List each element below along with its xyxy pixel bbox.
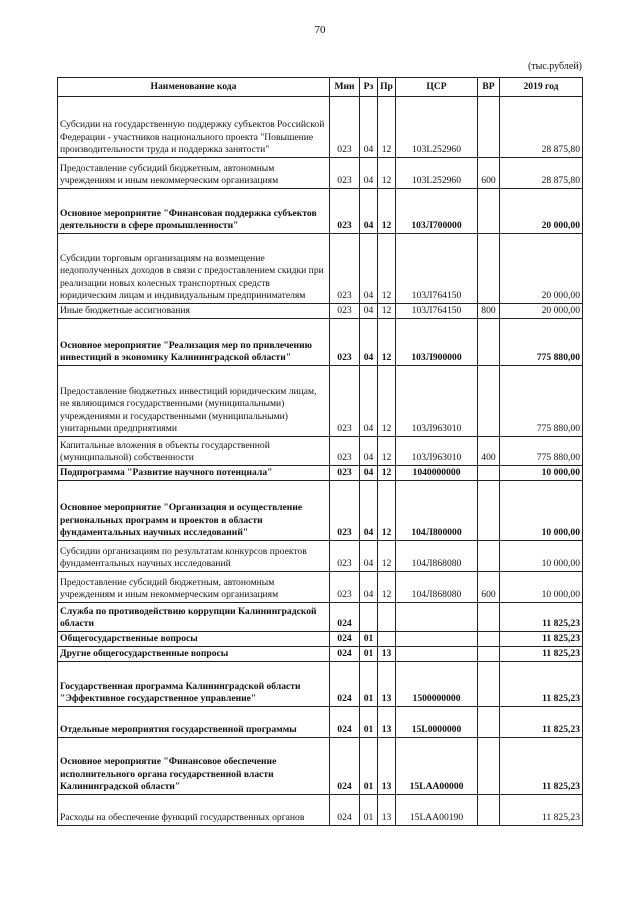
row-name-cell: Служба по противодействию коррупции Калининградской области — [58, 603, 330, 632]
units-label: (тыс.рублей) — [527, 61, 582, 72]
row-amount-cell: 11 825,23 — [500, 738, 583, 795]
row-rz-cell: 04 — [360, 319, 378, 366]
row-amount-cell: 11 825,23 — [500, 647, 583, 662]
row-rz-cell: 04 — [360, 541, 378, 572]
row-min-cell: 023 — [330, 158, 360, 189]
table-row — [58, 437, 583, 466]
row-pr-cell: 12 — [378, 366, 396, 437]
row-csr-cell — [396, 603, 478, 632]
row-rz-cell: 01 — [360, 707, 378, 738]
table-body — [58, 97, 583, 826]
row-csr-cell: 103Л700000 — [396, 189, 478, 234]
table-row — [58, 304, 583, 319]
row-vr-cell — [478, 481, 500, 541]
table-row — [58, 189, 583, 234]
row-pr-cell: 12 — [378, 304, 396, 319]
table-row — [58, 466, 583, 481]
header-name: Наименование кода — [58, 78, 330, 97]
table-row — [58, 707, 583, 738]
row-rz-cell: 01 — [360, 632, 378, 647]
budget-table — [57, 77, 583, 826]
row-min-cell: 023 — [330, 481, 360, 541]
row-amount-cell: 10 000,00 — [500, 541, 583, 572]
row-csr-cell: 103Л764150 — [396, 234, 478, 304]
row-csr-cell: 15LAA00190 — [396, 795, 478, 826]
row-pr-cell: 12 — [378, 97, 396, 158]
row-csr-cell: 1040000000 — [396, 466, 478, 481]
row-vr-cell — [478, 366, 500, 437]
row-rz-cell: 04 — [360, 481, 378, 541]
row-name-cell: Основное мероприятие "Реализация мер по привлечению инвестиций в экономику Калининградской области" — [58, 319, 330, 366]
row-csr-cell — [396, 632, 478, 647]
row-vr-cell — [478, 647, 500, 662]
row-vr-cell — [478, 319, 500, 366]
row-pr-cell: 12 — [378, 234, 396, 304]
row-amount-cell: 20 000,00 — [500, 189, 583, 234]
row-rz-cell: 04 — [360, 366, 378, 437]
row-vr-cell — [478, 97, 500, 158]
row-amount-cell: 20 000,00 — [500, 304, 583, 319]
row-vr-cell — [478, 541, 500, 572]
row-vr-cell: 600 — [478, 158, 500, 189]
row-pr-cell: 12 — [378, 466, 396, 481]
row-name-cell: Субсидии на государственную поддержку субъектов Российской Федерации - участников национального проекта "Повышение производительности труда и поддержка занятости" — [58, 97, 330, 158]
row-vr-cell: 600 — [478, 572, 500, 603]
row-amount-cell: 10 000,00 — [500, 466, 583, 481]
row-pr-cell: 12 — [378, 319, 396, 366]
row-name-cell: Предоставление субсидий бюджетным, автономным учреждениям и иным некоммерческим организациям — [58, 158, 330, 189]
table-header-row — [58, 78, 583, 97]
row-name-cell: Субсидии торговым организациям на возмещение недополученных доходов в связи с предоставлением скидки при реализации новых колесных транспортных средств юридическим лицам и индивидуальным предпринимателям — [58, 234, 330, 304]
row-csr-cell: 104Л800000 — [396, 481, 478, 541]
row-pr-cell: 13 — [378, 647, 396, 662]
row-rz-cell: 01 — [360, 795, 378, 826]
table-row — [58, 795, 583, 826]
row-min-cell: 023 — [330, 234, 360, 304]
row-vr-cell — [478, 189, 500, 234]
row-pr-cell: 12 — [378, 541, 396, 572]
row-rz-cell: 04 — [360, 572, 378, 603]
row-amount-cell: 11 825,23 — [500, 795, 583, 826]
table-row — [58, 366, 583, 437]
table-row — [58, 647, 583, 662]
row-min-cell: 024 — [330, 647, 360, 662]
table-row — [58, 481, 583, 541]
table-row — [58, 572, 583, 603]
header-year: 2019 год — [500, 78, 583, 97]
row-csr-cell: 104Л868080 — [396, 572, 478, 603]
row-pr-cell: 13 — [378, 707, 396, 738]
row-name-cell: Капитальные вложения в объекты государственной (муниципальной) собственности — [58, 437, 330, 466]
row-min-cell: 024 — [330, 632, 360, 647]
row-pr-cell: 12 — [378, 437, 396, 466]
row-name-cell: Предоставление субсидий бюджетным, автономным учреждениям и иным некоммерческим организациям — [58, 572, 330, 603]
row-csr-cell — [396, 647, 478, 662]
row-min-cell: 023 — [330, 319, 360, 366]
row-amount-cell: 28 875,80 — [500, 158, 583, 189]
table-row — [58, 319, 583, 366]
table-row — [58, 234, 583, 304]
row-vr-cell — [478, 662, 500, 707]
header-pr: Пр — [378, 78, 396, 97]
row-min-cell: 024 — [330, 795, 360, 826]
row-min-cell: 024 — [330, 662, 360, 707]
row-min-cell: 023 — [330, 366, 360, 437]
row-amount-cell: 11 825,23 — [500, 632, 583, 647]
row-name-cell: Основное мероприятие "Финансовое обеспечение исполнительного органа государственной власти Калининградской области" — [58, 738, 330, 795]
row-amount-cell: 11 825,23 — [500, 603, 583, 632]
row-pr-cell: 13 — [378, 738, 396, 795]
row-amount-cell: 11 825,23 — [500, 707, 583, 738]
row-name-cell: Предоставление бюджетных инвестиций юридическим лицам, не являющимся государственными (муниципальными) учреждениями и государственными (муниципальными) унитарными предприятиями — [58, 366, 330, 437]
row-rz-cell: 04 — [360, 466, 378, 481]
row-min-cell: 023 — [330, 541, 360, 572]
row-csr-cell: 103L252960 — [396, 97, 478, 158]
header-rz: Рз — [360, 78, 378, 97]
page-number: 70 — [314, 24, 326, 36]
row-min-cell: 023 — [330, 466, 360, 481]
row-rz-cell — [360, 603, 378, 632]
row-name-cell: Государственная программа Калининградской области "Эффективное государственное управление" — [58, 662, 330, 707]
row-rz-cell: 04 — [360, 234, 378, 304]
row-csr-cell: 103Л963010 — [396, 366, 478, 437]
row-rz-cell: 01 — [360, 738, 378, 795]
row-amount-cell: 11 825,23 — [500, 662, 583, 707]
table-row — [58, 632, 583, 647]
row-pr-cell: 13 — [378, 795, 396, 826]
row-min-cell: 023 — [330, 572, 360, 603]
row-name-cell: Подпрограмма "Развитие научного потенциала" — [58, 466, 330, 481]
row-vr-cell — [478, 738, 500, 795]
row-vr-cell — [478, 234, 500, 304]
header-vr: ВР — [478, 78, 500, 97]
row-rz-cell: 04 — [360, 97, 378, 158]
row-csr-cell: 103Л900000 — [396, 319, 478, 366]
row-rz-cell: 04 — [360, 437, 378, 466]
row-pr-cell — [378, 632, 396, 647]
row-amount-cell: 20 000,00 — [500, 234, 583, 304]
row-rz-cell: 04 — [360, 189, 378, 234]
row-min-cell: 023 — [330, 304, 360, 319]
row-name-cell: Другие общегосударственные вопросы — [58, 647, 330, 662]
row-name-cell: Расходы на обеспечение функций государственных органов — [58, 795, 330, 826]
row-min-cell: 024 — [330, 738, 360, 795]
row-pr-cell: 12 — [378, 481, 396, 541]
row-rz-cell: 04 — [360, 304, 378, 319]
table-row — [58, 541, 583, 572]
row-pr-cell: 12 — [378, 572, 396, 603]
row-name-cell: Субсидии организациям по результатам конкурсов проектов фундаментальных научных исследований — [58, 541, 330, 572]
header-min: Мин — [330, 78, 360, 97]
row-csr-cell: 103Л764150 — [396, 304, 478, 319]
row-csr-cell: 103L252960 — [396, 158, 478, 189]
header-csr: ЦСР — [396, 78, 478, 97]
row-vr-cell: 400 — [478, 437, 500, 466]
row-name-cell: Общегосударственные вопросы — [58, 632, 330, 647]
row-pr-cell: 13 — [378, 662, 396, 707]
row-amount-cell: 775 880,00 — [500, 366, 583, 437]
row-pr-cell: 12 — [378, 158, 396, 189]
row-vr-cell — [478, 466, 500, 481]
row-csr-cell: 15L0000000 — [396, 707, 478, 738]
row-csr-cell: 103Л963010 — [396, 437, 478, 466]
row-vr-cell — [478, 632, 500, 647]
row-min-cell: 023 — [330, 437, 360, 466]
row-rz-cell: 01 — [360, 647, 378, 662]
row-amount-cell: 775 880,00 — [500, 319, 583, 366]
row-rz-cell: 04 — [360, 158, 378, 189]
row-name-cell: Основное мероприятие "Финансовая поддержка субъектов деятельности в сфере промышленности" — [58, 189, 330, 234]
table-row — [58, 97, 583, 158]
table-row — [58, 738, 583, 795]
row-name-cell: Основное мероприятие "Организация и осуществление региональных программ и проектов в области фундаментальных научных исследований" — [58, 481, 330, 541]
row-min-cell: 023 — [330, 97, 360, 158]
row-amount-cell: 10 000,00 — [500, 481, 583, 541]
row-amount-cell: 775 880,00 — [500, 437, 583, 466]
row-amount-cell: 28 875,80 — [500, 97, 583, 158]
row-vr-cell — [478, 603, 500, 632]
table-row — [58, 603, 583, 632]
row-min-cell: 023 — [330, 189, 360, 234]
row-csr-cell: 15LAA00000 — [396, 738, 478, 795]
row-vr-cell: 800 — [478, 304, 500, 319]
row-min-cell: 024 — [330, 603, 360, 632]
row-vr-cell — [478, 707, 500, 738]
row-name-cell: Отдельные мероприятия государственной программы — [58, 707, 330, 738]
row-vr-cell — [478, 795, 500, 826]
row-min-cell: 024 — [330, 707, 360, 738]
row-name-cell: Иные бюджетные ассигнования — [58, 304, 330, 319]
row-rz-cell: 01 — [360, 662, 378, 707]
row-csr-cell: 1500000000 — [396, 662, 478, 707]
row-pr-cell — [378, 603, 396, 632]
row-csr-cell: 104Л868080 — [396, 541, 478, 572]
row-amount-cell: 10 000,00 — [500, 572, 583, 603]
row-pr-cell: 12 — [378, 189, 396, 234]
table-row — [58, 158, 583, 189]
table-row — [58, 662, 583, 707]
